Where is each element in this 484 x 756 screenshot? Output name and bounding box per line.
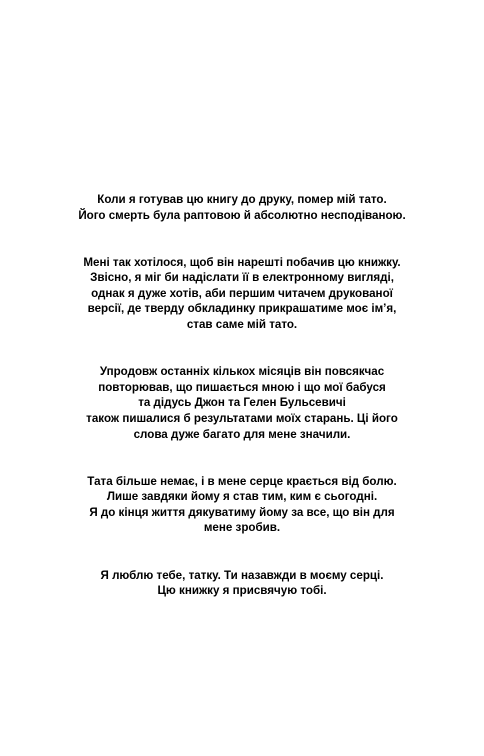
text-line: Тата більше немає, і в мене серце крається від болю. [87, 474, 397, 488]
text-line: слова дуже багато для мене значили. [133, 427, 351, 441]
paragraph-5 [0, 568, 484, 599]
text-line: та дідусь Джон та Гелен Бульсевичі [138, 396, 346, 410]
text-line: Я до кінця життя дякуватиму йому за все, що він для [89, 505, 395, 519]
text-line: Лише завдяки йому я став тим, ким є сьогодні. [106, 490, 378, 504]
paragraph-1 [0, 192, 484, 223]
paragraph-3 [0, 364, 484, 442]
text-line: Його смерть була раптовою й абсолютно несподіваною. [78, 208, 406, 222]
paragraph-4 [0, 474, 484, 536]
text-line: Звісно, я міг би надіслати її в електронному вигляді, [90, 271, 394, 285]
text-line: Упродовж останніх кількох місяців він повсякчас [99, 365, 385, 379]
text-line: Цю книжку я присвячую тобі. [157, 584, 327, 598]
text-line: Коли я готував цю книгу до друку, помер мій тато. [97, 193, 387, 206]
text-line: повторював, що пишається мною і що мої бабуся [98, 380, 386, 394]
text-line: Я люблю тебе, татку. Ти назавжди в моєму серці. [100, 568, 384, 582]
text-line: однак я дуже хотів, аби першим читачем друкованої [91, 286, 393, 300]
text-line: став саме мій тато. [186, 318, 298, 332]
text-line: Мені так хотілося, щоб він нарешті побачив цю книжку. [83, 255, 401, 269]
text-line: мене зробив. [203, 521, 281, 535]
dedication-text [0, 192, 484, 599]
text-line: також пишалися б результатами моїх старань. Ці його [86, 411, 398, 425]
text-line: версії, де тверду обкладинку прикрашатиме моє ім’я, [87, 302, 397, 316]
paragraph-2 [0, 255, 484, 333]
